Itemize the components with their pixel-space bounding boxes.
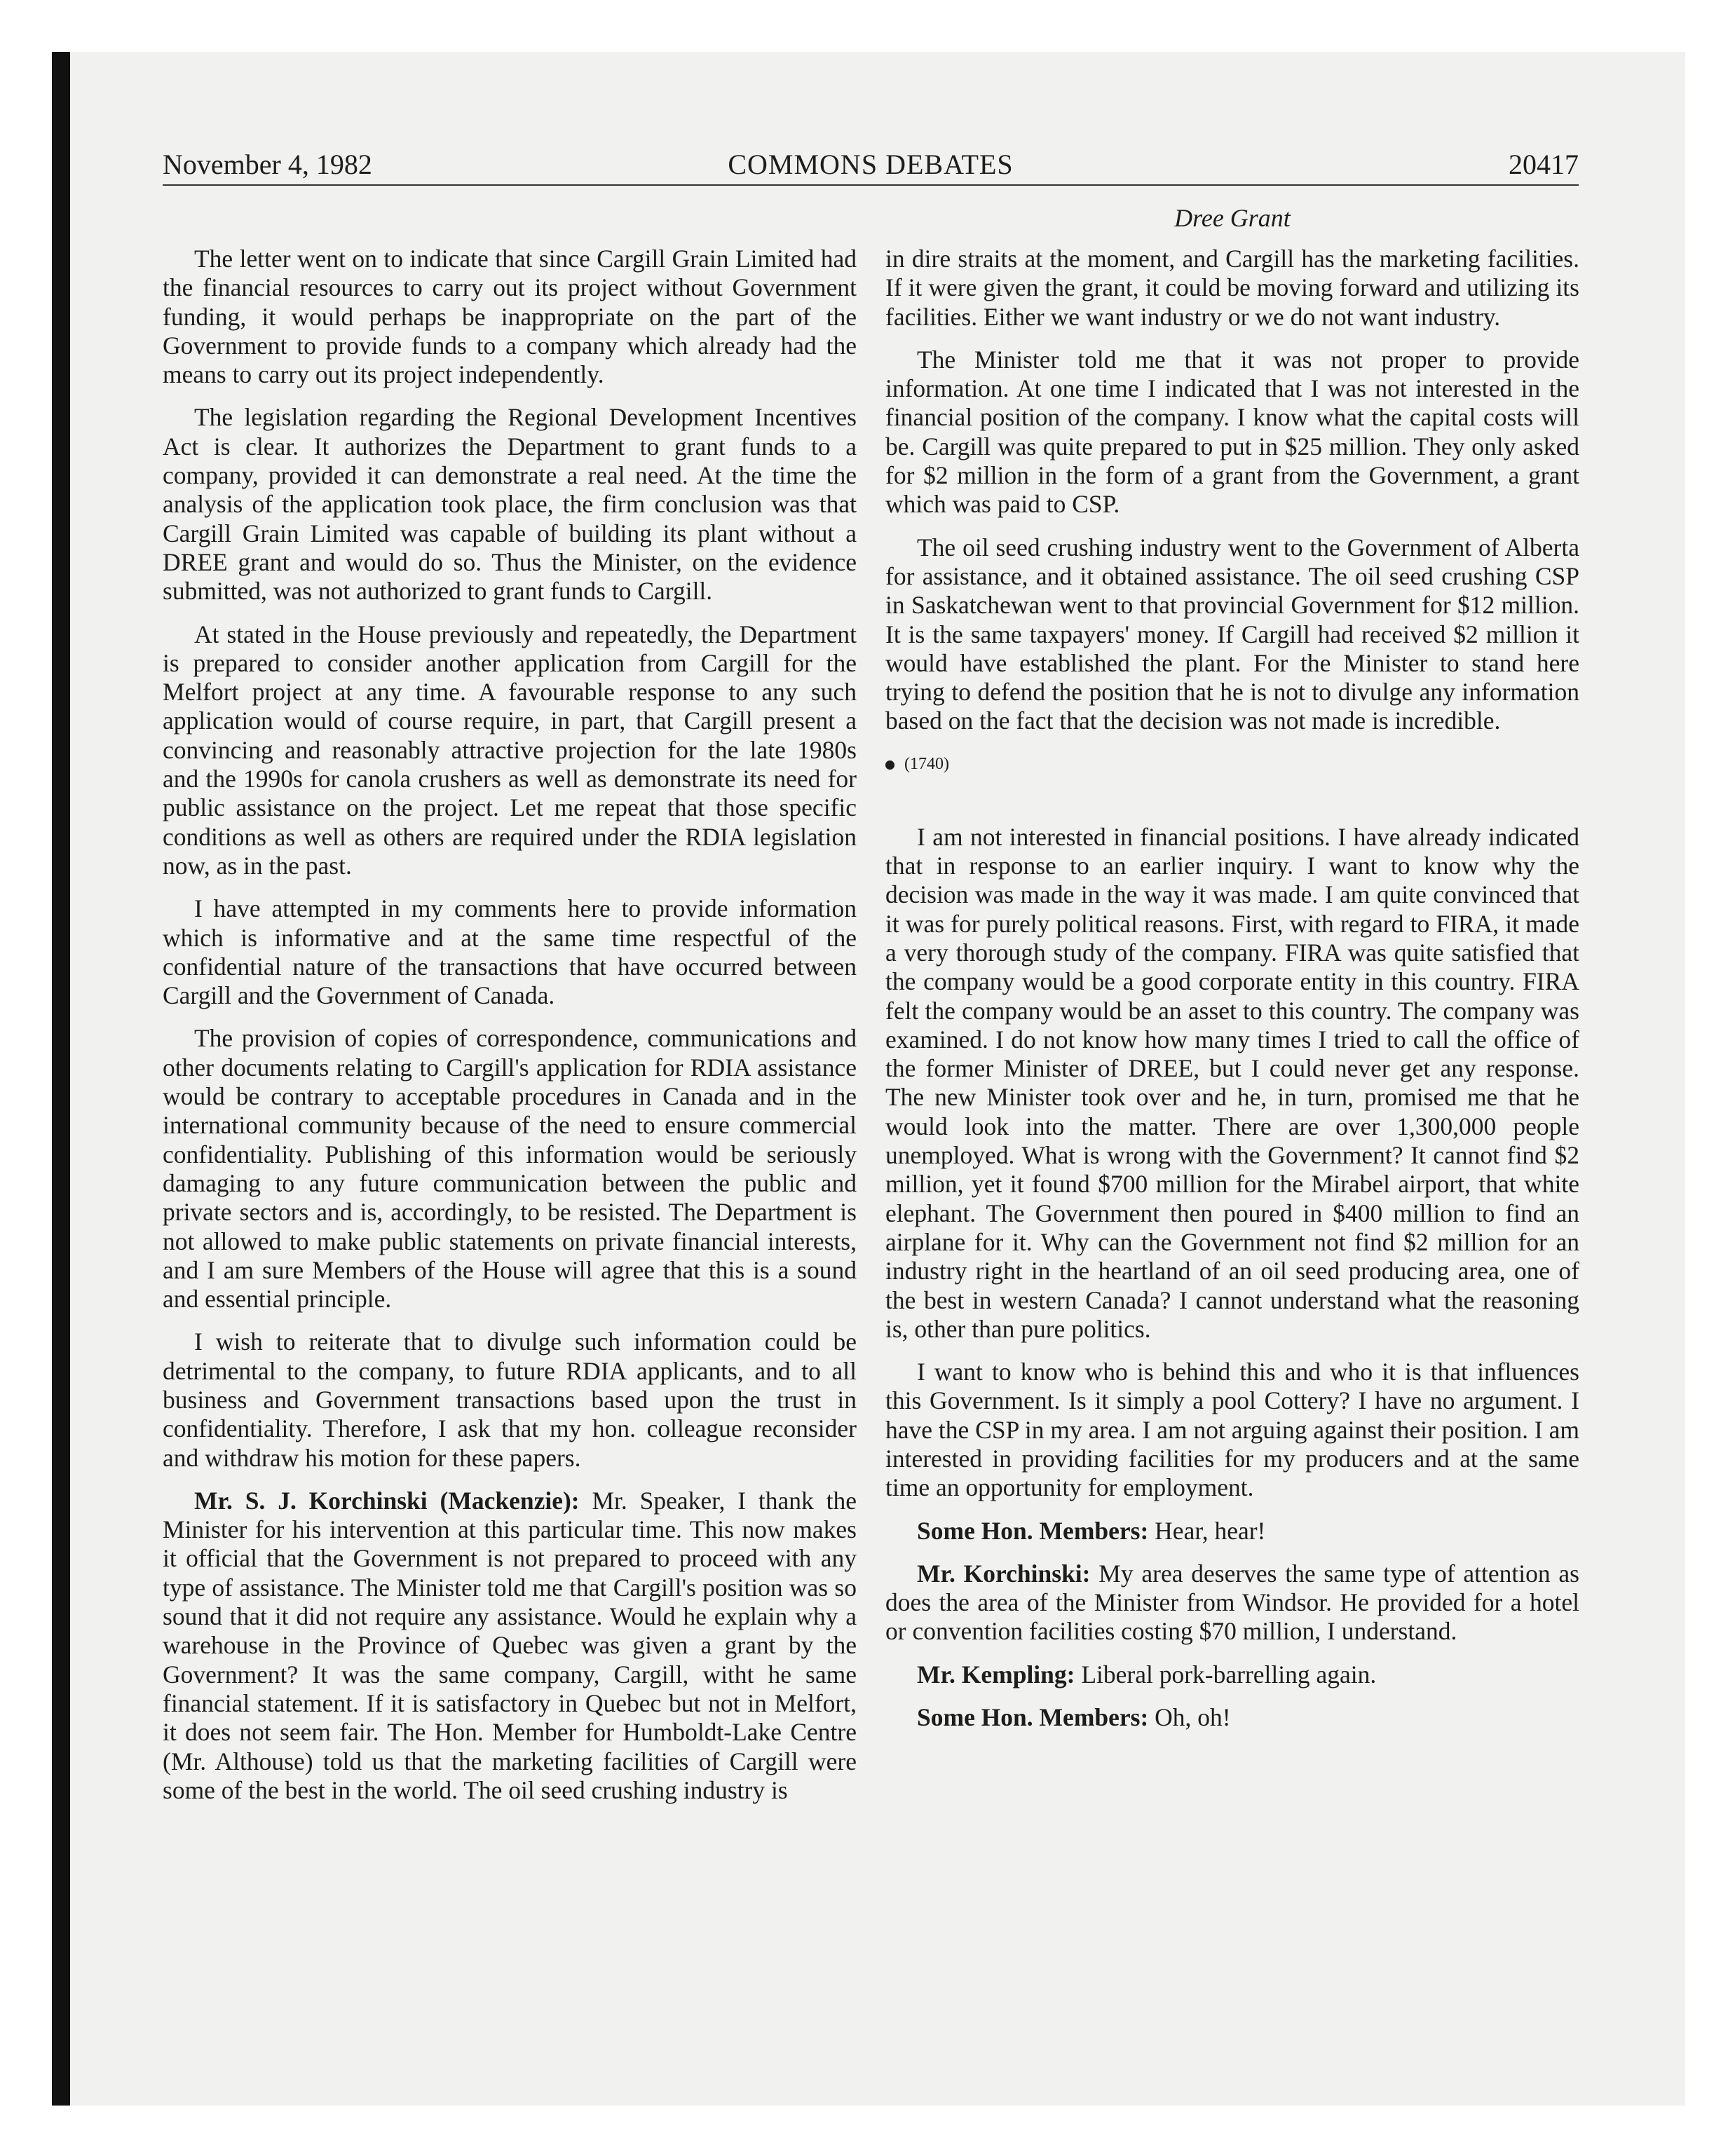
paragraph: The letter went on to indicate that since Cargill Grain Limited had the financial resources to carry out its project without Government funding, it would perhaps be inappropriate on the part of the Government to provide funds to a company which already had the means to carry out its project independently. [163, 245, 857, 389]
paragraph: The oil seed crushing industry went to the Government of Alberta for assistance, and it obtained assistance. The oil seed crushing CSP in Saskatchewan went to that provincial Government for $12 million. It is the same taxpayers' money. If Cargill had received $2 million it would have established the plant. For the Minister to stand here trying to defend the position that he is not to divulge any information based on the fact that the decision was not made is incredible. [885, 533, 1579, 735]
paragraph: I wish to reiterate that to divulge such information could be detrimental to the company, to future RDIA applicants, and to all business and Government transactions based upon the trust in confidentiality. Therefore, I ask that my hon. colleague reconsider and withdraw his motion for these papers. [163, 1328, 857, 1472]
paragraph: in dire straits at the moment, and Cargill has the marketing facilities. If it were given the grant, it could be moving forward and utilizing its facilities. Either we want industry or we do not want industry. [885, 245, 1579, 331]
scan-edge-bar [52, 52, 70, 2106]
speech-text: My area deserves the same type of attention as does the area of the Minister from Windsor. He provided for a hotel or convention facilities costing $70 million, I understand. [885, 1559, 1579, 1646]
speech-text: Liberal pork-barrelling again. [1075, 1660, 1377, 1688]
bullet-icon [885, 760, 894, 770]
speech-paragraph [885, 1660, 1579, 1689]
paragraph: The legislation regarding the Regional Development Incentives Act is clear. It authorizes the Department to grant funds to a company, provided it can demonstrate a real need. At the time the analysis of the application took place, the firm conclusion was that Cargill Grain Limited was capable of building its plant without a DREE grant and would do so. Thus the Minister, on the evidence submitted, was not authorized to grant funds to Cargill. [163, 403, 857, 606]
paragraph: The Minister told me that it was not proper to provide information. At one time I indicated that I was not interested in the financial position of the company. I know what the capital costs will be. Cargill was quite prepared to put in $25 million. They only asked for $2 million in the form of a grant from the Government, a grant which was paid to CSP. [885, 345, 1579, 519]
speaker-name: Mr. Kempling: [917, 1660, 1075, 1688]
speech-paragraph [163, 1487, 857, 1805]
time-stamp-text: (1740) [904, 754, 949, 773]
section-title: Dree Grant [1174, 204, 1291, 232]
speaker-name: Some Hon. Members: [917, 1703, 1149, 1732]
time-stamp [885, 750, 1579, 778]
speech-text: Oh, oh! [1148, 1703, 1231, 1732]
speech-text: Mr. Speaker, I thank the Minister for his intervention at this particular time. This now makes it official that the Government is not prepared to proceed with any type of assistance. The Minister told me that Cargill's position was so sound that it did not require any assistance. Would he explain why a warehouse in the Province of Quebec was given a grant by the Government? It was the same company, Cargill, witht he same financial statement. If it is satisfactory in Quebec but not in Melfort, it does not seem fair. The Hon. Member for Humboldt-Lake Centre (Mr. Althouse) told us that the marketing facilities of Cargill were some of the best in the world. The oil seed crushing industry is [163, 1486, 857, 1804]
paragraph: At stated in the House previously and repeatedly, the Department is prepared to consider another application from Cargill for the Melfort project at any time. A favourable response to any such application would of course require, in part, that Cargill present a convincing and reasonably attractive projection for the late 1980s and the 1990s for canola crushers as well as demonstrate its need for public assistance on the project. Let me repeat that those specific conditions as well as others are required under the RDIA legislation now, as in the past. [163, 620, 857, 880]
paragraph: I want to know who is behind this and who it is that influences this Government. Is it simply a pool Cottery? I have no argument. I have the CSP in my area. I am not arguing against their position. I am interested in providing facilities for my producers and at the same time an opportunity for employment. [885, 1358, 1579, 1502]
paragraph: I have attempted in my comments here to provide information which is informative and at the same time respectful of the confidential nature of the transactions that have occurred between Cargill and the Government of Canada. [163, 894, 857, 1010]
speaker-name: Mr. S. J. Korchinski (Mackenzie): [194, 1486, 580, 1515]
speech-paragraph [885, 1703, 1579, 1732]
speaker-name: Some Hon. Members: [917, 1516, 1149, 1545]
speaker-name: Mr. Korchinski: [917, 1559, 1091, 1588]
header-page-number: 20417 [1509, 149, 1579, 180]
paragraph: I am not interested in financial positions. I have already indicated that in response to an earlier inquiry. I want to know why the decision was made in the way it was made. I am quite convinced that it was for purely political reasons. First, with regard to FIRA, it made a very thorough study of the company. FIRA was quite satisfied that the company would be a good corporate entity in this country. FIRA felt the company would be an asset to this country. The company was examined. I do not know how many times I tried to call the office of the former Minister of DREE, but I could never get any response. The new Minister took over and he, in turn, promised me that he would look into the matter. There are over 1,300,000 people unemployed. What is wrong with the Government? It cannot find $2 million, yet it found $700 million for the Mirabel airport, that white elephant. The Government then poured in $400 million to find an airplane for it. Why can the Government not find $2 million for an industry right in the heartland of an oil seed producing area, one of the best in western Canada? I cannot understand what the reasoning is, other than pure politics. [885, 822, 1579, 1343]
speech-paragraph [885, 1560, 1579, 1646]
page-header [163, 144, 1579, 185]
paragraph: The provision of copies of correspondence, communications and other documents relating to Cargill's application for RDIA assistance would be contrary to acceptable procedures in Canada and in the international community because of the need to ensure commercial confidentiality. Publishing of this information would be seriously damaging to any future communication between the public and private sectors and is, accordingly, to be resisted. The Department is not allowed to make public statements on private financial interests, and I am sure Members of the House will agree that this is a sound and essential principle. [163, 1024, 857, 1314]
right-column [885, 245, 1579, 1746]
header-date: November 4, 1982 [163, 149, 372, 180]
header-rule [163, 184, 1579, 186]
left-column [163, 245, 857, 1819]
speech-text: Hear, hear! [1148, 1516, 1266, 1545]
speech-paragraph [885, 1517, 1579, 1546]
header-journal-title: COMMONS DEBATES [728, 149, 1014, 180]
